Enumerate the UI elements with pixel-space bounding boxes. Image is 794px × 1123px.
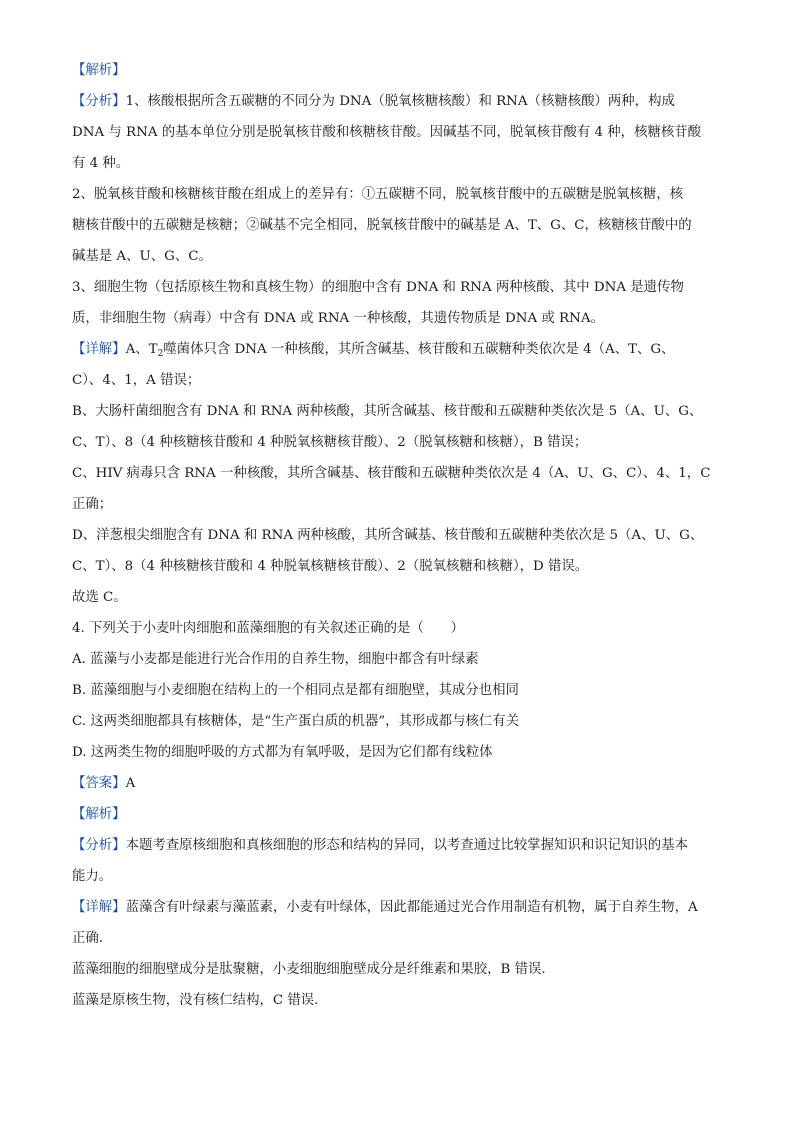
text-line [72, 899, 724, 930]
text-line [72, 682, 724, 713]
document-body [72, 62, 724, 1023]
line-text: 蓝藻细胞的细胞壁成分是肽聚糖，小麦细胞细胞壁成分是纤维素和果胶，B 错误. [72, 962, 546, 977]
text-line [72, 372, 724, 403]
line-text: DNA 与 RNA 的基本单位分别是脱氧核苷酸和核糖核苷酸。因碱基不同，脱氧核苷酸有 4 种，核糖核苷酸 [72, 125, 702, 140]
text-line [72, 403, 724, 434]
section-tag: 【答案】 [72, 776, 126, 791]
text-line [72, 992, 724, 1023]
line-text: C、T）、8（4 种核糖核苷酸和 4 种脱氧核糖核苷酸）、2（脱氧核糖和核糖），B 错误； [72, 435, 588, 450]
line-text: A. 蓝藻与小麦都是能进行光合作用的自养生物，细胞中都含有叶绿素 [72, 652, 479, 667]
text-line [72, 124, 724, 155]
line-text: 1、核酸根据所含五碳糖的不同分为 DNA（脱氧核糖核酸）和 RNA（核糖核酸）两种，构成 [125, 94, 675, 109]
line-prefix: A、T [125, 342, 158, 357]
line-text: 故选 C。 [72, 590, 127, 605]
text-line [72, 744, 724, 775]
text-line [72, 775, 724, 806]
text-line [72, 217, 724, 248]
text-line [72, 589, 724, 620]
text-line [72, 558, 724, 589]
text-line [72, 961, 724, 992]
text-line [72, 341, 724, 372]
line-text: B、大肠杆菌细胞含有 DNA 和 RNA 两种核酸，其所含碱基、核苷酸和五碳糖种类依次是 5（A、U、G、 [72, 404, 703, 419]
line-text: 糖核苷酸中的五碳糖是核糖；②碱基不完全相同，脱氧核苷酸中的碱基是 A、T、G、C，核糖核苷酸中的 [72, 218, 692, 233]
text-line [72, 527, 724, 558]
line-text: 噬菌体只含 DNA 一种核酸，其所含碱基、核苷酸和五碳糖种类依次是 4（A、T、G、 [163, 342, 675, 357]
line-text: A [125, 776, 136, 791]
line-text: C、T）、8（4 种核糖核苷酸和 4 种脱氧核糖核苷酸）、2（脱氧核糖和核糖），D 错误。 [72, 559, 589, 574]
subscript: 2 [157, 349, 164, 359]
text-line [72, 434, 724, 465]
text-line [72, 465, 724, 496]
line-text: C、HIV 病毒只含 RNA 一种核酸，其所含碱基、核苷酸和五碳糖种类依次是 4（A、U、G、C）、4、1，C [72, 466, 711, 481]
line-text: 碱基是 A、U、G、C。 [72, 249, 212, 264]
text-line [72, 651, 724, 682]
text-line [72, 620, 724, 651]
line-text: 本题考查原核细胞和真核细胞的形态和结构的异同，以考查通过比较掌握知识和识记知识的基本 [125, 838, 688, 853]
line-text: D、洋葱根尖细胞含有 DNA 和 RNA 两种核酸，其所含碱基、核苷酸和五碳糖种类依次是 5（A、U、G、 [72, 528, 704, 543]
line-text: C. 这两类细胞都具有核糖体，是“生产蛋白质的机器”，其形成都与核仁有关 [72, 714, 520, 729]
line-text: C）、4、1，A 错误； [72, 373, 201, 388]
line-text: 正确； [72, 497, 113, 512]
text-line [72, 155, 724, 186]
line-text: 质，非细胞生物（病毒）中含有 DNA 或 RNA 一种核酸，其遗传物质是 DNA 或 RNA。 [72, 311, 604, 326]
text-line [72, 496, 724, 527]
section-tag: 【详解】 [72, 900, 126, 915]
line-text: 正确. [72, 931, 104, 946]
text-line [72, 930, 724, 961]
section-tag: 【解析】 [72, 63, 126, 78]
line-text: 能力。 [72, 869, 113, 884]
section-tag: 【详解】 [72, 342, 126, 357]
text-line [72, 248, 724, 279]
text-line [72, 310, 724, 341]
section-tag: 【分析】 [72, 838, 126, 853]
line-text: 有 4 种。 [72, 156, 130, 171]
text-line [72, 279, 724, 310]
line-text: D. 这两类生物的细胞呼吸的方式都为有氧呼吸，是因为它们都有线粒体 [72, 745, 493, 760]
text-line [72, 868, 724, 899]
text-line [72, 93, 724, 124]
section-tag: 【解析】 [72, 807, 126, 822]
text-line [72, 806, 724, 837]
line-text: B. 蓝藻细胞与小麦细胞在结构上的一个相同点是都有细胞壁，其成分也相同 [72, 683, 519, 698]
text-line [72, 713, 724, 744]
text-line [72, 186, 724, 217]
line-text: 2、脱氧核苷酸和核糖核苷酸在组成上的差异有：①五碳糖不同，脱氧核苷酸中的五碳糖是脱氧核糖，核 [72, 187, 684, 202]
text-line [72, 837, 724, 868]
line-text: 蓝藻是原核生物，没有核仁结构，C 错误. [72, 993, 319, 1008]
line-text: 4. 下列关于小麦叶肉细胞和蓝藻细胞的有关叙述正确的是（ ） [72, 621, 464, 636]
section-tag: 【分析】 [72, 94, 126, 109]
line-text: 3、细胞生物（包括原核生物和真核生物）的细胞中含有 DNA 和 RNA 两种核酸、其中 DNA 是遗传物 [72, 280, 684, 295]
line-text: 蓝藻含有叶绿素与藻蓝素，小麦有叶绿体，因此都能通过光合作用制造有机物，属于自养生物，A [125, 900, 698, 915]
text-line [72, 62, 724, 93]
